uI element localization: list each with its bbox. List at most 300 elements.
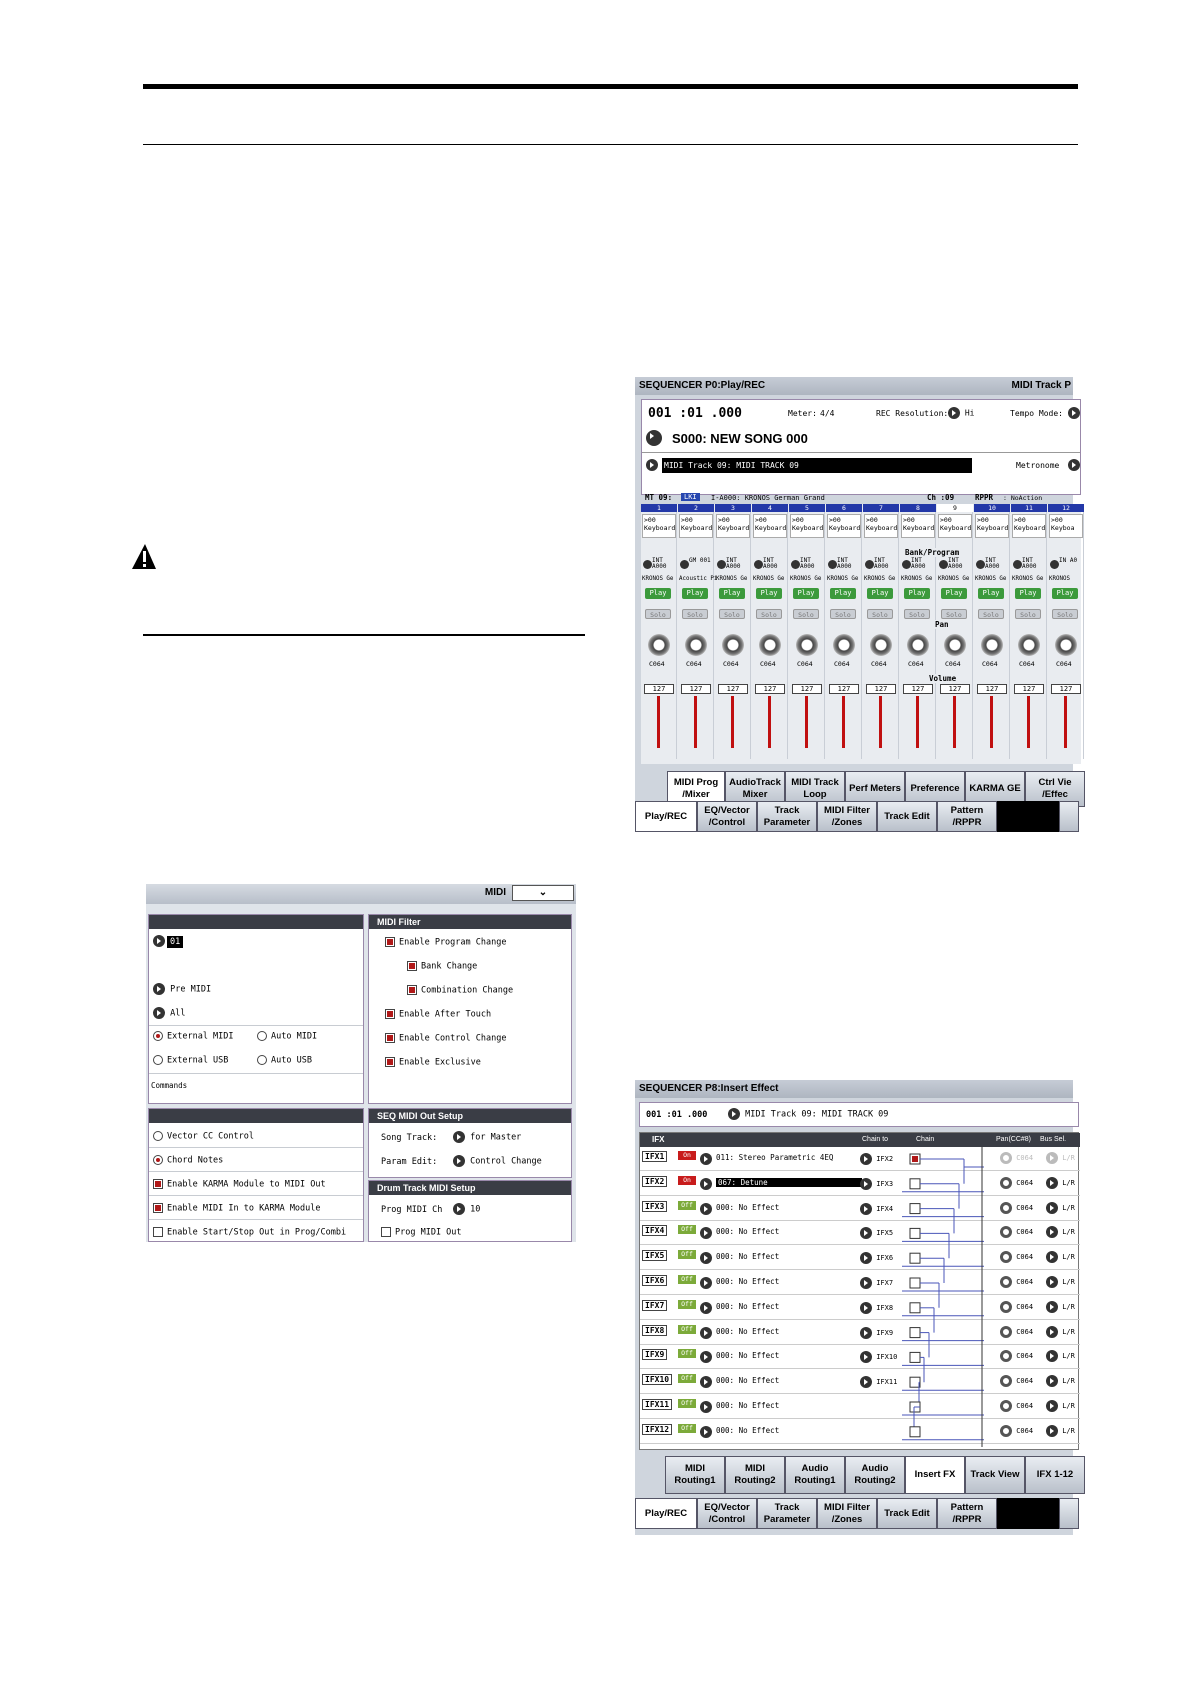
enable-exclusive-checkbox[interactable]: [385, 1057, 481, 1068]
tab-insert-fx[interactable]: Insert FX: [905, 1456, 965, 1494]
keyboard-label: Keyboard: [829, 524, 861, 532]
keyboard-label: Keyboard: [866, 524, 898, 532]
strip-number[interactable]: 1: [641, 504, 677, 512]
ifx-state-button[interactable]: [674, 1399, 696, 1408]
pan-knob[interactable]: [981, 634, 1003, 656]
sequencer-play-rec-screen: [635, 377, 1078, 832]
pan-control[interactable]: [1000, 1425, 1033, 1437]
tab-midi-routing2[interactable]: MIDI Routing2: [725, 1456, 785, 1494]
effect-select[interactable]: [700, 1426, 712, 1438]
ifx-name: IFX7: [642, 1300, 667, 1311]
bus-select[interactable]: [1046, 1375, 1075, 1387]
play-button[interactable]: Play: [682, 588, 708, 599]
pan-knob[interactable]: [944, 634, 966, 656]
checkbox-icon: [407, 985, 417, 995]
strip-number[interactable]: 9: [937, 504, 973, 512]
effect-name[interactable]: 011: Stereo Parametric 4EQ: [716, 1153, 834, 1162]
arrow-icon: [646, 430, 662, 446]
section-rule: [143, 634, 585, 636]
bank-value: INT A000: [837, 557, 852, 570]
ifx-location[interactable]: 001 :01 .000: [646, 1110, 708, 1120]
radio-off-icon: [153, 1055, 163, 1065]
ifx-state-button[interactable]: [674, 1325, 696, 1334]
solo-button[interactable]: Solo: [830, 609, 856, 619]
effect-name[interactable]: 000: No Effect: [716, 1351, 780, 1361]
effect-name[interactable]: 000: No Effect: [716, 1326, 780, 1336]
ifx-title-bar: [635, 1080, 1073, 1098]
bus-value: L/R: [1062, 1178, 1075, 1187]
arrow-icon: [153, 1007, 165, 1019]
tab-eq-vector-control[interactable]: EQ/Vector /Control: [697, 1498, 757, 1529]
arrow-icon: [700, 1277, 712, 1289]
seq-midi-out-header: SEQ MIDI Out Setup: [369, 1109, 571, 1123]
enable-control-change-checkbox[interactable]: [385, 1033, 506, 1044]
pan-control[interactable]: [1000, 1400, 1033, 1412]
arrow-icon: [902, 560, 911, 569]
chain-to-select[interactable]: [860, 1203, 893, 1215]
pan-knob[interactable]: [1055, 634, 1077, 656]
solo-button[interactable]: Solo: [904, 609, 930, 619]
pan-knob[interactable]: [870, 634, 892, 656]
volume-value[interactable]: 127: [903, 684, 933, 694]
pan-control[interactable]: [1000, 1251, 1033, 1263]
song-select[interactable]: [646, 430, 662, 446]
arrow-icon: [700, 1401, 712, 1413]
ifx-state-button[interactable]: [674, 1201, 696, 1210]
bus-select[interactable]: [1046, 1276, 1075, 1288]
pan-knob[interactable]: [759, 634, 781, 656]
chain-checkbox[interactable]: [910, 1352, 920, 1362]
chain-checkbox[interactable]: [910, 1278, 920, 1288]
volume-value[interactable]: 127: [977, 684, 1007, 694]
chain-to-value: IFX7: [876, 1279, 894, 1287]
chain-to-select[interactable]: [860, 1252, 893, 1264]
karma-to-midi-checkbox[interactable]: [153, 1179, 326, 1190]
effect-name[interactable]: 000: No Effect: [716, 1202, 780, 1212]
volume-fader[interactable]: [842, 696, 845, 748]
track-select-button[interactable]: [646, 459, 658, 471]
arrow-icon: [860, 1153, 872, 1165]
bus-select[interactable]: [1046, 1350, 1075, 1362]
keyboard-select[interactable]: >00 Keyboard: [901, 514, 935, 538]
keyboard-label: Keyboard: [644, 524, 676, 532]
volume-fader[interactable]: [879, 696, 882, 748]
volume-value[interactable]: 127: [718, 684, 748, 694]
bus-select[interactable]: [1046, 1326, 1075, 1338]
keyboard-select[interactable]: >00 Keyboard: [716, 514, 750, 538]
effect-select[interactable]: [700, 1376, 712, 1388]
keyboard-select[interactable]: >00 Keyboard: [975, 514, 1009, 538]
ifx-state-button[interactable]: [674, 1176, 696, 1185]
pan-value: C064: [1019, 660, 1035, 668]
ifx-row: [640, 1395, 1080, 1419]
pan-value: C064: [1016, 1327, 1034, 1336]
bus-select[interactable]: [1046, 1202, 1075, 1214]
info-mt: MT 09:: [645, 493, 673, 502]
tab-blank: [997, 1498, 1059, 1529]
tab-perf-meters[interactable]: Perf Meters: [845, 771, 905, 807]
pan-control[interactable]: [1000, 1152, 1033, 1164]
bus-value: L/R: [1062, 1154, 1075, 1162]
volume-fader[interactable]: [1027, 696, 1030, 748]
arrow-icon: >: [977, 516, 981, 524]
location-display[interactable]: 001 :01 .000: [648, 406, 742, 421]
tab-midi-filter-zones[interactable]: MIDI Filter /Zones: [817, 1498, 877, 1529]
pan-knob[interactable]: [907, 634, 929, 656]
tab-pattern-rppr[interactable]: Pattern /RPPR: [937, 801, 997, 832]
global-channel-value[interactable]: 01: [167, 936, 183, 948]
pan-knob[interactable]: [796, 634, 818, 656]
ifx-state-button[interactable]: [674, 1300, 696, 1309]
mixer-strip: [826, 504, 862, 759]
song-track-select[interactable]: [453, 1131, 521, 1143]
play-button[interactable]: Play: [867, 588, 893, 599]
pan-knob[interactable]: [648, 634, 670, 656]
info-rppr: RPPR: [975, 493, 994, 502]
program-name: KRONOS Ge: [975, 576, 1007, 582]
pan-value: C064: [1016, 1302, 1034, 1311]
effect-select[interactable]: [700, 1178, 712, 1190]
bus-select[interactable]: [1046, 1152, 1075, 1164]
keyboard-select[interactable]: >00 Keyboard: [864, 514, 898, 538]
ifx-table: [639, 1132, 1079, 1450]
strip-number[interactable]: 7: [863, 504, 899, 512]
effect-select[interactable]: [700, 1327, 712, 1339]
effect-name[interactable]: 000: No Effect: [716, 1401, 780, 1410]
volume-fader[interactable]: [731, 696, 734, 748]
chain-to-select[interactable]: [860, 1351, 897, 1363]
tab-track-edit[interactable]: Track Edit: [877, 1498, 937, 1529]
ifx-state-button[interactable]: [674, 1275, 696, 1284]
keyboard-label: Keyboard: [718, 524, 750, 532]
ifx-track-select[interactable]: [728, 1108, 888, 1120]
knob-icon: [1000, 1177, 1012, 1189]
chord-notes-radio[interactable]: [153, 1155, 223, 1166]
keyboard-select[interactable]: >00 Keyboard: [938, 514, 972, 538]
drum-track-box: [368, 1180, 572, 1242]
keyboard-select[interactable]: >00 Keyboard: [827, 514, 861, 538]
arrow-icon: [1050, 560, 1059, 569]
arrow-icon: [680, 560, 689, 569]
chain-to-select[interactable]: [860, 1277, 893, 1289]
pan-knob[interactable]: [833, 634, 855, 656]
volume-value[interactable]: 127: [1051, 684, 1081, 694]
ifx-state-label: Off: [678, 1424, 696, 1433]
solo-button[interactable]: Solo: [978, 609, 1004, 619]
chain-to-select[interactable]: [860, 1302, 893, 1314]
pre-midi-row[interactable]: [153, 983, 211, 995]
strip-number[interactable]: 10: [974, 504, 1010, 512]
checkbox-icon: [385, 937, 395, 947]
external-midi-radio[interactable]: [153, 1031, 234, 1042]
play-button[interactable]: Play: [830, 588, 856, 599]
tempo-mode-label: Tempo Mode:: [1010, 409, 1063, 418]
tab-midi-routing1[interactable]: MIDI Routing1: [665, 1456, 725, 1494]
tab-midi-prog-mixer[interactable]: MIDI Prog /Mixer: [667, 771, 725, 807]
bank-value: INT A000: [652, 557, 667, 570]
volume-fader[interactable]: [768, 696, 771, 748]
pan-control[interactable]: [1000, 1177, 1033, 1189]
arrow-icon: [860, 1351, 872, 1363]
midi-to-karma-checkbox[interactable]: [153, 1203, 321, 1214]
effect-name[interactable]: 000: No Effect: [716, 1227, 780, 1237]
effect-name[interactable]: 000: No Effect: [716, 1425, 780, 1435]
strip-number[interactable]: 8: [900, 504, 936, 512]
keyboard-select[interactable]: >00 Keyboard: [1012, 514, 1046, 538]
chain-checkbox[interactable]: [910, 1204, 920, 1214]
volume-fader[interactable]: [990, 696, 993, 748]
volume-value[interactable]: 127: [644, 684, 674, 694]
ifx-state-button[interactable]: [674, 1349, 696, 1358]
bank-change-checkbox[interactable]: [407, 961, 477, 972]
checkbox-icon: [153, 1203, 163, 1213]
volume-value[interactable]: 127: [866, 684, 896, 694]
volume-value[interactable]: 127: [681, 684, 711, 694]
volume-fader[interactable]: [657, 696, 660, 748]
tab-karma-ge[interactable]: KARMA GE: [965, 771, 1025, 807]
ifx-state-button[interactable]: [674, 1250, 696, 1259]
tab-pattern-rppr[interactable]: Pattern /RPPR: [937, 1498, 997, 1529]
solo-button[interactable]: Solo: [682, 609, 708, 619]
auto-usb-label: Auto USB: [271, 1055, 312, 1066]
strip-number[interactable]: 3: [715, 504, 751, 512]
info-badge: LKI: [681, 493, 700, 501]
bus-select[interactable]: [1046, 1301, 1075, 1313]
pan-knob[interactable]: [1018, 634, 1040, 656]
strip-number[interactable]: 2: [678, 504, 714, 512]
chain-to-select[interactable]: [860, 1227, 893, 1239]
pan-control[interactable]: [1000, 1276, 1033, 1288]
midi-dropdown-button[interactable]: [512, 885, 574, 901]
effect-select[interactable]: [700, 1401, 712, 1413]
vector-cc-radio[interactable]: [153, 1131, 254, 1142]
tab-ctrl-view-effect[interactable]: Ctrl Vie /Effec: [1025, 771, 1085, 807]
tab-track-edit[interactable]: Track Edit: [877, 801, 937, 832]
effect-select[interactable]: [700, 1153, 712, 1165]
chain-checkbox[interactable]: [910, 1303, 920, 1313]
pan-control[interactable]: [1000, 1375, 1033, 1387]
radio-on-icon: [153, 1031, 163, 1041]
effect-select[interactable]: [700, 1277, 712, 1289]
chain-checkbox[interactable]: [910, 1179, 920, 1189]
auto-midi-radio[interactable]: [257, 1031, 317, 1042]
enable-after-touch-checkbox[interactable]: [385, 1009, 491, 1020]
effect-select[interactable]: [700, 1351, 712, 1363]
play-button[interactable]: Play: [1015, 588, 1041, 599]
program-name: KRONOS Ge: [1012, 576, 1044, 582]
volume-fader[interactable]: [953, 696, 956, 748]
arrow-icon: [754, 560, 763, 569]
volume-value[interactable]: 127: [940, 684, 970, 694]
play-button[interactable]: Play: [1052, 588, 1078, 599]
effect-select[interactable]: [700, 1302, 712, 1314]
checkbox-icon: [153, 1179, 163, 1189]
play-button[interactable]: Play: [978, 588, 1004, 599]
knob-icon: [1000, 1202, 1012, 1214]
prog-midi-ch-select[interactable]: [453, 1203, 480, 1215]
volume-fader[interactable]: [805, 696, 808, 748]
bus-select[interactable]: [1046, 1425, 1075, 1437]
chain-checkbox[interactable]: [910, 1228, 920, 1238]
keyboard-select[interactable]: >00 Keyboard: [790, 514, 824, 538]
ifx-state-button[interactable]: [674, 1225, 696, 1234]
divider: [149, 1195, 363, 1196]
ifx-state-label: Off: [678, 1275, 696, 1284]
effect-name[interactable]: 000: No Effect: [716, 1376, 780, 1386]
strip-number[interactable]: 5: [789, 504, 825, 512]
checkbox-label: Enable MIDI In to KARMA Module: [167, 1203, 321, 1214]
chain-checkbox[interactable]: [910, 1427, 920, 1437]
keyboard-select[interactable]: >00 Keyboa: [1049, 514, 1083, 538]
ifx-state-label: Off: [678, 1250, 696, 1259]
arrow-icon: [860, 1376, 872, 1388]
bus-value: L/R: [1062, 1278, 1075, 1286]
pan-control[interactable]: [1000, 1226, 1033, 1238]
chain-checkbox[interactable]: [910, 1253, 920, 1263]
arrow-icon: [860, 1178, 872, 1190]
param-edit-select[interactable]: [453, 1155, 542, 1167]
tab-audio-routing2[interactable]: Audio Routing2: [845, 1456, 905, 1494]
tab-partial[interactable]: [1059, 801, 1079, 832]
volume-value[interactable]: 127: [792, 684, 822, 694]
keyboard-select[interactable]: >00 Keyboard: [642, 514, 676, 538]
play-button[interactable]: Play: [645, 588, 671, 599]
volume-fader[interactable]: [1064, 696, 1067, 748]
tab-spacer: [635, 1456, 665, 1494]
effect-name[interactable]: 067: Detune: [716, 1178, 862, 1187]
tab-track-parameter[interactable]: Track Parameter: [757, 801, 817, 832]
strip-number[interactable]: 11: [1011, 504, 1047, 512]
play-button[interactable]: Play: [904, 588, 930, 599]
bus-select[interactable]: [1046, 1400, 1075, 1412]
keyboard-select[interactable]: >00 Keyboard: [753, 514, 787, 538]
play-rec-title: SEQUENCER P0:Play/REC: [639, 380, 766, 391]
tab-track-parameter[interactable]: Track Parameter: [757, 1498, 817, 1529]
radio-off-icon: [257, 1055, 267, 1065]
tab-play-rec[interactable]: Play/REC: [635, 1498, 697, 1529]
track-select-field[interactable]: MIDI Track 09: MIDI TRACK 09: [662, 458, 972, 473]
pan-control[interactable]: [1000, 1202, 1033, 1214]
external-usb-radio[interactable]: [153, 1055, 228, 1066]
strip-number[interactable]: 4: [752, 504, 788, 512]
effect-select[interactable]: [700, 1227, 712, 1239]
solo-button[interactable]: Solo: [867, 609, 893, 619]
volume-value[interactable]: 127: [755, 684, 785, 694]
tab-audio-track-mixer[interactable]: AudioTrack Mixer: [725, 771, 785, 807]
tab-audio-routing1[interactable]: Audio Routing1: [785, 1456, 845, 1494]
prog-midi-out-checkbox[interactable]: [381, 1227, 462, 1238]
ifx-row: [640, 1197, 1080, 1221]
start-stop-checkbox[interactable]: [153, 1227, 346, 1238]
tab-ifx-1-12[interactable]: IFX 1-12: [1025, 1456, 1085, 1494]
bus-select[interactable]: [1046, 1226, 1075, 1238]
ifx-state-button[interactable]: [674, 1424, 696, 1433]
ifx-name: IFX6: [642, 1275, 667, 1286]
play-button[interactable]: Play: [941, 588, 967, 599]
play-button[interactable]: Play: [793, 588, 819, 599]
song-name[interactable]: S000: NEW SONG 000: [672, 431, 808, 446]
solo-button[interactable]: Solo: [645, 609, 671, 619]
pan-control[interactable]: [1000, 1301, 1033, 1313]
global-channel-row[interactable]: [153, 935, 183, 947]
pan-knob[interactable]: [722, 634, 744, 656]
solo-button[interactable]: Solo: [719, 609, 745, 619]
meter-value[interactable]: 4/4: [820, 409, 835, 418]
effect-select[interactable]: [700, 1252, 712, 1264]
drum-track-header: Drum Track MIDI Setup: [369, 1181, 571, 1195]
metronome-button[interactable]: [1068, 459, 1080, 471]
tab-preference[interactable]: Preference: [905, 771, 965, 807]
strip-number[interactable]: 6: [826, 504, 862, 512]
chain-to-value: IFX8: [876, 1303, 894, 1312]
knob-icon: [1000, 1301, 1012, 1313]
chain-to-select[interactable]: [860, 1153, 893, 1165]
arrow-icon: >: [718, 516, 722, 524]
ifx-state-label: Off: [678, 1225, 696, 1234]
all-row[interactable]: [153, 1007, 185, 1019]
volume-value[interactable]: 127: [829, 684, 859, 694]
solo-button[interactable]: Solo: [941, 609, 967, 619]
keyboard-select[interactable]: >00 Keyboard: [679, 514, 713, 538]
tab-eq-vector-control[interactable]: EQ/Vector /Control: [697, 801, 757, 832]
bus-select[interactable]: [1046, 1251, 1075, 1263]
ifx-state-button[interactable]: [674, 1374, 696, 1383]
tab-partial[interactable]: [1059, 1498, 1079, 1529]
pan-control[interactable]: [1000, 1350, 1033, 1362]
tab-blank: [997, 801, 1059, 832]
strip-number[interactable]: 12: [1048, 504, 1084, 512]
top-rule: [143, 84, 1078, 89]
enable-program-change-checkbox[interactable]: [385, 937, 506, 948]
knob-icon: [1000, 1251, 1012, 1263]
arrow-icon: [865, 560, 874, 569]
auto-usb-radio[interactable]: [257, 1055, 312, 1066]
chain-to-select[interactable]: [860, 1327, 893, 1339]
bus-select[interactable]: [1046, 1177, 1075, 1189]
solo-button[interactable]: Solo: [1015, 609, 1041, 619]
solo-button[interactable]: Solo: [793, 609, 819, 619]
combination-change-checkbox[interactable]: [407, 985, 513, 996]
play-button[interactable]: Play: [756, 588, 782, 599]
volume-value[interactable]: 127: [1014, 684, 1044, 694]
pan-control[interactable]: [1000, 1326, 1033, 1338]
tab-play-rec[interactable]: Play/REC: [635, 801, 697, 832]
volume-fader[interactable]: [694, 696, 697, 748]
chain-to-select[interactable]: [860, 1178, 893, 1190]
tab-track-view[interactable]: Track View: [965, 1456, 1025, 1494]
rec-resolution-select[interactable]: [948, 407, 974, 419]
chain-to-select[interactable]: [860, 1376, 897, 1388]
solo-button[interactable]: Solo: [1052, 609, 1078, 619]
mixer-strip: [678, 504, 718, 759]
effect-select[interactable]: [700, 1203, 712, 1215]
solo-button[interactable]: Solo: [756, 609, 782, 619]
effect-name[interactable]: 000: No Effect: [716, 1301, 780, 1311]
chain-checkbox[interactable]: [910, 1328, 920, 1338]
pan-knob[interactable]: [685, 634, 707, 656]
play-button[interactable]: Play: [719, 588, 745, 599]
volume-fader[interactable]: [916, 696, 919, 748]
tempo-mode-select[interactable]: [1068, 407, 1080, 419]
tab-midi-track-loop[interactable]: MIDI Track Loop: [785, 771, 845, 807]
tab-midi-filter-zones[interactable]: MIDI Filter /Zones: [817, 801, 877, 832]
arrow-icon: [700, 1327, 712, 1339]
effect-name[interactable]: 000: No Effect: [716, 1252, 780, 1262]
chain-to-value: IFX3: [876, 1179, 894, 1188]
effect-name[interactable]: 000: No Effect: [716, 1277, 780, 1286]
prog-midi-ch-label: Prog MIDI Ch: [381, 1205, 443, 1215]
ifx-state-button[interactable]: [674, 1151, 696, 1160]
